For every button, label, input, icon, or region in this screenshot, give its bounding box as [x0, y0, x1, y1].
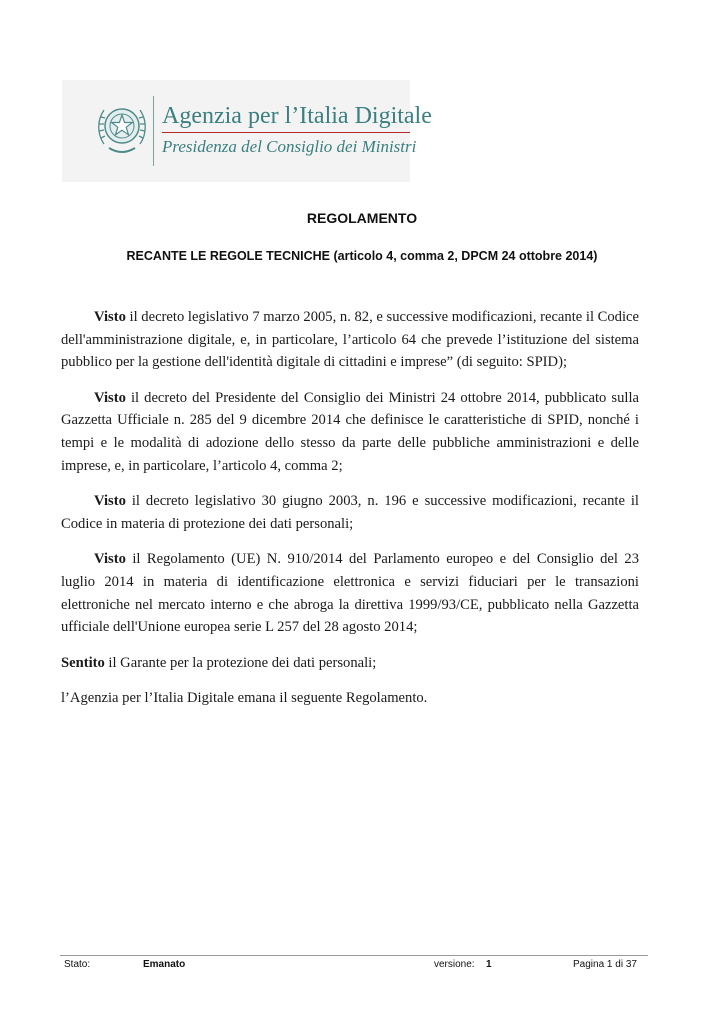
- document-subtitle: RECANTE LE REGOLE TECNICHE (articolo 4, comma 2, DPCM 24 ottobre 2014): [126, 249, 598, 263]
- footer-divider: [60, 955, 648, 956]
- letterhead-divider: [153, 96, 154, 166]
- agency-name: Agenzia per l’Italia Digitale: [162, 103, 432, 129]
- status-value: Emanato: [143, 959, 186, 970]
- preamble-paragraph: Sentito il Garante per la protezione dei dati personali;: [61, 654, 377, 671]
- document-title: REGOLAMENTO: [306, 210, 418, 226]
- preamble-paragraph: Visto il Regolamento (UE) N. 910/2014 del Parlamento europeo e del Consiglio del 23 luglio 2014 in materia di identificazione elettronica e servizi fiduciari per le transazioni elettroniche nel mercato interno e che abroga la direttiva 1999/93/CE, pubblicato nella Gazzetta ufficiale dell'Unione europea serie L 257 del 28 agosto 2014;: [61, 551, 639, 636]
- preamble-paragraph: Visto il decreto legislativo 30 giugno 2003, n. 196 e successive modificazioni, recante il Codice in materia di protezione dei dati personali;: [61, 493, 639, 532]
- status-label: Stato:: [64, 959, 91, 970]
- enactment-paragraph: l’Agenzia per l’Italia Digitale emana il seguente Regolamento.: [61, 690, 428, 707]
- document-body: [61, 306, 639, 723]
- page-footer: [0, 959, 724, 975]
- version-label: versione:: [434, 959, 475, 970]
- preamble-paragraph: Visto il decreto legislativo 7 marzo 2005, n. 82, e successive modificazioni, recante il Codice dell'amministrazione digitale, e, in particolare, l’articolo 64 che prevede l’istituzione del sistema pubblico per la gestione dell'identità digitale di cittadini e imprese” (di seguito: SPID);: [61, 309, 639, 371]
- preamble-paragraph: Visto il decreto del Presidente del Consiglio dei Ministri 24 ottobre 2014, pubblicato sulla Gazzetta Ufficiale n. 285 del 9 dicembre 2014 che definisce le caratteristiche di SPID, nonché i tempi e le modalità di adozione dello stesso da parte delle pubbliche amministrazioni e delle imprese, e, in particolare, l’articolo 4, comma 2;: [61, 389, 639, 474]
- letterhead-red-rule: [162, 132, 410, 133]
- version-value: 1: [486, 959, 492, 970]
- presidency-name: Presidenza del Consiglio dei Ministri: [162, 137, 417, 156]
- italian-republic-emblem-icon: [95, 98, 149, 160]
- page-number: Pagina 1 di 37: [573, 959, 637, 970]
